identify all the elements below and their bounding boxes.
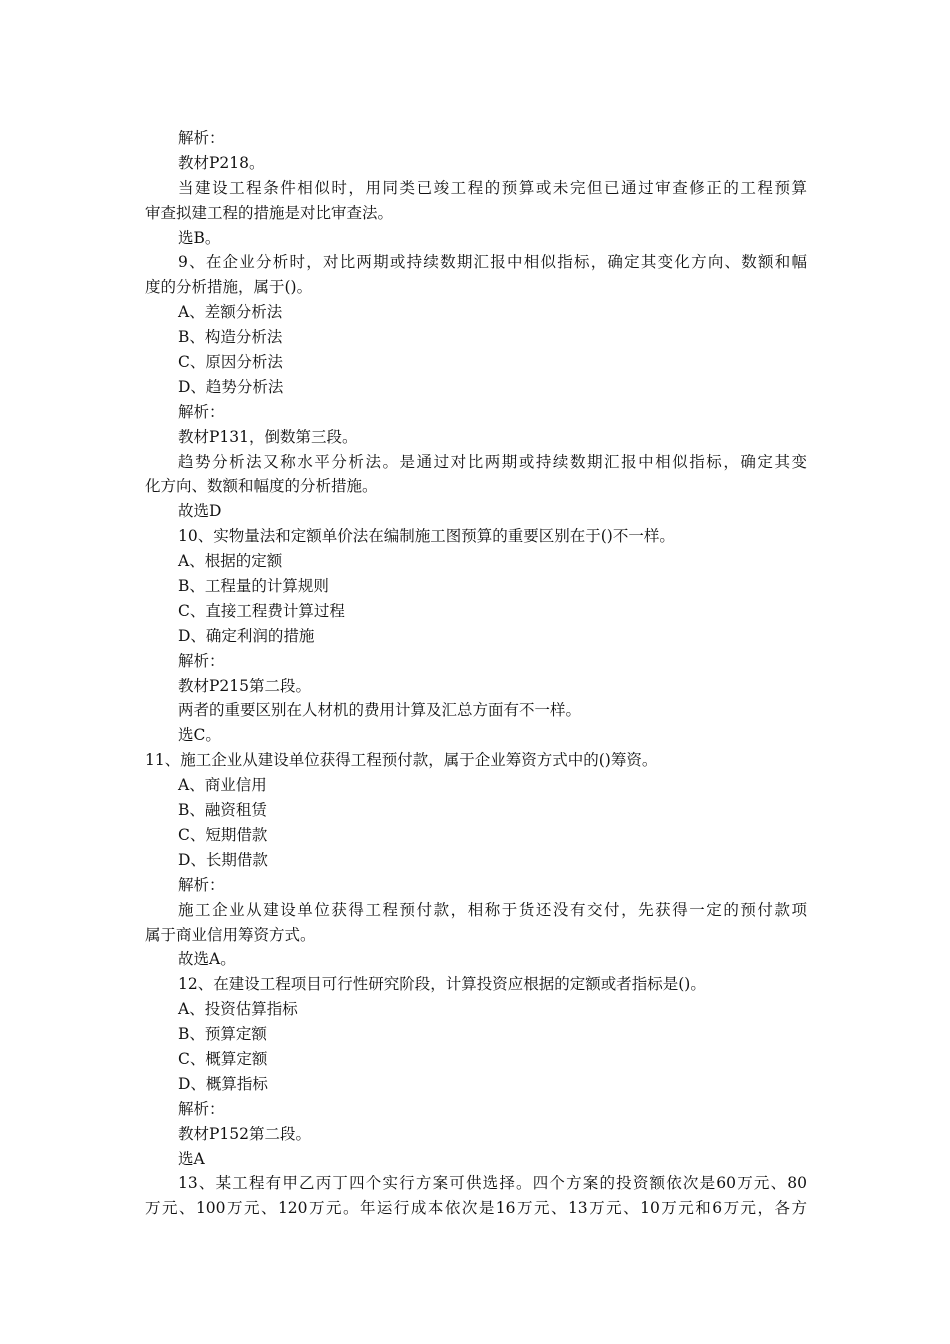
text-line: 12、在建设工程项目可行性研究阶段，计算投资应根据的定额或者指标是()。 [178,975,706,994]
text-line: B、工程量的计算规则 [178,577,329,596]
text-line: 两者的重要区别在人材机的费用计算及汇总方面有不一样。 [178,701,582,720]
text-line: B、预算定额 [178,1025,267,1044]
text-line: 教材P152第二段。 [178,1124,312,1143]
text-line: D、确定利润的措施 [178,626,315,645]
text-line: 教材P215第二段。 [178,676,312,695]
text-line: 解析： [178,129,225,147]
text-line: 解析： [178,875,225,894]
text-line: 当建设工程条件相似时，用同类已竣工程的预算或未完但已通过审查修正的工程预算 [178,178,807,197]
text-line: 11、施工企业从建设单位获得工程预付款，属于企业筹资方式中的()筹资。 [145,751,658,770]
text-line: 解析： [178,651,225,670]
text-line: 选A [178,1149,205,1168]
text-line: B、融资租赁 [178,801,267,820]
text-line: 解析： [178,1099,225,1118]
text-line: 9、在企业分析时，对比两期或持续数期汇报中相似指标，确定其变化方向、数额和幅 [178,253,807,272]
text-line: D、概算指标 [178,1074,268,1093]
text-line: A、商业信用 [178,776,267,795]
text-line: A、差额分析法 [178,303,283,322]
text-line: 选C。 [178,726,221,745]
text-line: 化方向、数额和幅度的分析措施。 [145,477,378,496]
text-line: C、原因分析法 [178,353,283,372]
text-line: 审查拟建工程的措施是对比审查法。 [145,203,394,222]
text-line: B、构造分析法 [178,328,283,347]
text-line: C、概算定额 [178,1049,268,1068]
text-line: 解析： [178,402,225,421]
text-line: D、趋势分析法 [178,377,284,396]
text-line: 趋势分析法又称水平分析法。是通过对比两期或持续数期汇报中相似指标，确定其变 [178,452,807,471]
text-line: A、根据的定额 [178,552,283,571]
text-line: 教材P218。 [178,153,265,172]
text-line: 教材P131，倒数第三段。 [178,427,358,446]
text-line: 属于商业信用筹资方式。 [145,925,316,944]
text-line: 万元、100万元、120万元。年运行成本依次是16万元、13万元、10万元和6万元，各方 [145,1199,807,1218]
text-line: C、短期借款 [178,825,268,844]
text-line: 10、实物量法和定额单价法在编制施工图预算的重要区别在于()不一样。 [178,527,675,546]
text-line: A、投资估算指标 [178,1000,298,1019]
text-line: D、长期借款 [178,850,268,869]
document-body [145,126,807,1221]
text-line: 故选D [178,502,222,521]
text-line: 13、某工程有甲乙丙丁四个实行方案可供选择。四个方案的投资额依次是60万元、80 [178,1174,807,1193]
text-line: 选B。 [178,228,221,247]
text-line: 度的分析措施，属于()。 [145,278,313,297]
text-line: C、直接工程费计算过程 [178,601,345,620]
text-line: 施工企业从建设单位获得工程预付款，相称于货还没有交付，先获得一定的预付款项 [178,900,807,919]
text-line: 故选A。 [178,950,236,969]
